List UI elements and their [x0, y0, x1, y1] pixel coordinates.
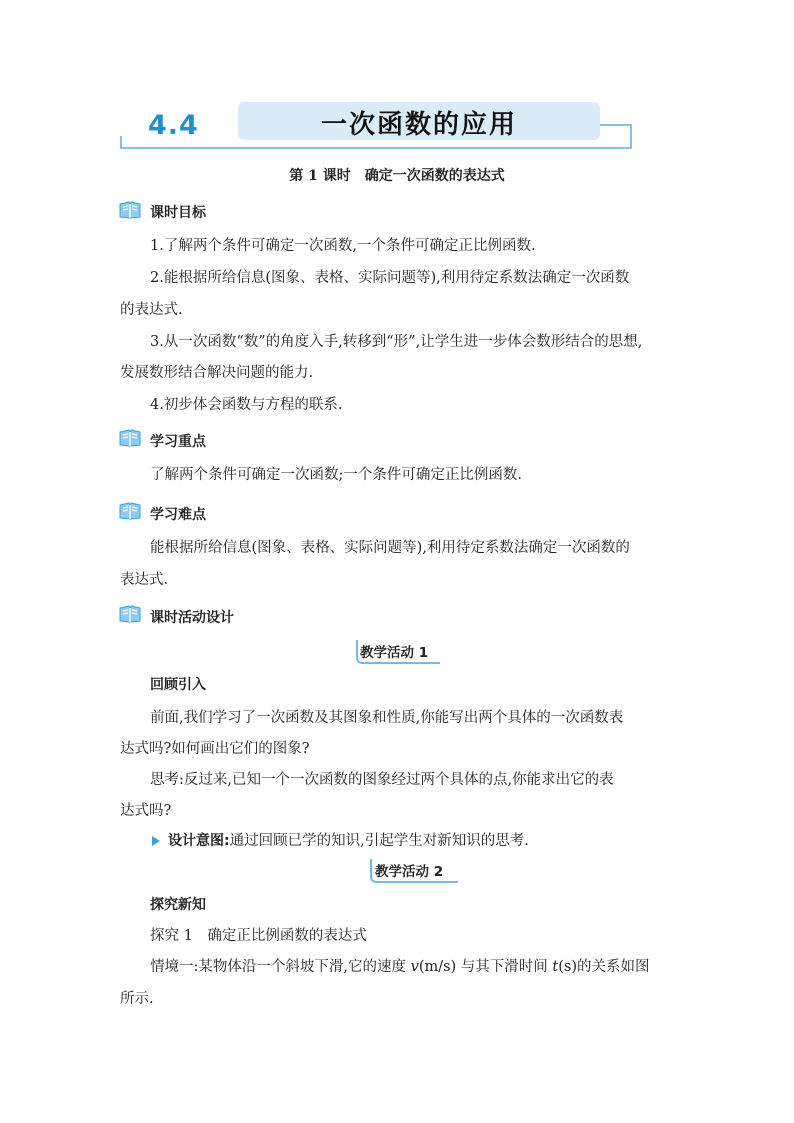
difficulties-text-line2: 表达式. — [120, 572, 169, 588]
goal-item-4: 4.初步体会函数与方程的联系. — [150, 397, 343, 413]
scenario-text-c: 的关系如图 — [577, 959, 650, 975]
activity-1-para-1-line1: 前面,我们学习了一次函数及其图象和性质,你能写出两个具体的一次函数表 — [150, 710, 624, 726]
design-intent-text: 通过回顾已学的知识,引起学生对新知识的思考. — [229, 833, 529, 849]
lesson-title: 第 1 课时 确定一次函数的表达式 — [289, 168, 505, 184]
goal-item-2: 2.能根据所给信息(图象、表格、实际问题等),利用待定系数法确定一次函数 — [150, 270, 630, 286]
goal-item-3: 3.从一次函数“数”的角度入手,转移到“形”,让学生进一步体会数形结合的思想, — [150, 334, 643, 350]
design-intent — [168, 827, 529, 855]
goals-label: 课时目标 — [150, 205, 206, 221]
goal-item-2-cont: 的表达式. — [120, 302, 183, 318]
activity-2-heading: 探究新知 — [150, 897, 206, 913]
scenario-text-b: 与其下滑时间 — [456, 959, 553, 975]
triangle-bullet-icon — [152, 836, 160, 846]
section-number: 4.4 — [148, 110, 199, 141]
activity-2-tag: 教学活动 2 — [375, 864, 444, 880]
activity-1-para-2-line1: 思考:反过来,已知一个一次函数的图象经过两个具体的点,你能求出它的表 — [150, 772, 614, 788]
header-rule-right — [630, 124, 632, 149]
scenario-text-a: 情境一:某物体沿一个斜坡下滑,它的速度 — [150, 959, 411, 975]
key-points-label: 学习重点 — [150, 434, 206, 450]
scenario-1-line1 — [150, 953, 650, 981]
activity-1-heading: 回顾引入 — [150, 677, 206, 693]
header-rule — [120, 147, 632, 149]
header-rule-top — [600, 124, 632, 126]
book-icon — [119, 201, 141, 223]
unit-v: (m/s) — [418, 959, 457, 975]
var-v: v — [410, 959, 419, 975]
chapter-title: 一次函数的应用 — [320, 110, 517, 140]
activity-1-para-1-line2: 达式吗?如何画出它们的图象? — [120, 741, 310, 757]
difficulties-label: 学习难点 — [150, 507, 206, 523]
key-points-text: 了解两个条件可确定一次函数;一个条件可确定正比例函数. — [150, 467, 522, 483]
difficulties-text-line1: 能根据所给信息(图象、表格、实际问题等),利用待定系数法确定一次函数的 — [150, 540, 630, 556]
explore-1-title: 探究 1 确定正比例函数的表达式 — [150, 928, 367, 944]
book-icon — [119, 605, 141, 627]
book-icon — [119, 429, 141, 451]
unit-t: (s) — [558, 959, 578, 975]
goal-item-3-cont: 发展数形结合解决问题的能力. — [120, 365, 314, 381]
goal-item-1: 1.了解两个条件可确定一次函数,一个条件可确定正比例函数. — [150, 238, 536, 254]
header-rule-left — [120, 136, 122, 149]
design-label: 课时活动设计 — [150, 610, 234, 626]
book-icon — [119, 502, 141, 524]
activity-1-tag: 教学活动 1 — [360, 645, 429, 661]
scenario-1-line2: 所示. — [120, 991, 154, 1007]
activity-1-para-2-line2: 达式吗? — [120, 803, 172, 819]
design-intent-label: 设计意图: — [168, 833, 230, 849]
var-t: t — [552, 959, 559, 975]
